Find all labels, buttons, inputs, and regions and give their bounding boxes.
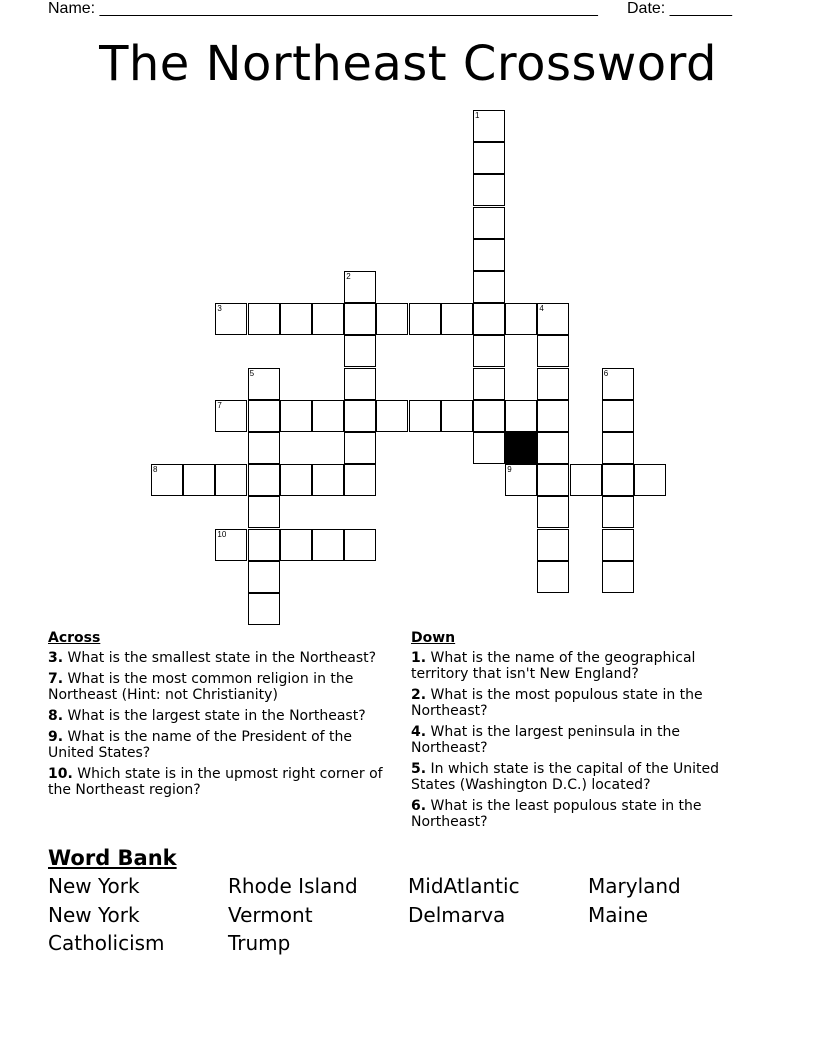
crossword-cell[interactable] (473, 432, 505, 464)
crossword-cell[interactable] (570, 464, 602, 496)
crossword-cell[interactable] (344, 464, 376, 496)
crossword-cell[interactable] (602, 432, 634, 464)
crossword-cell[interactable] (280, 400, 312, 432)
clue-text: What is the smallest state in the Northeast? (67, 650, 377, 666)
clue-number: 2. (411, 687, 427, 703)
crossword-cell[interactable] (505, 400, 537, 432)
crossword-cell[interactable] (248, 464, 280, 496)
word-bank-heading: Word Bank (48, 846, 177, 870)
crossword-cell[interactable] (215, 529, 247, 561)
crossword-cell[interactable] (602, 464, 634, 496)
crossword-cell[interactable] (537, 464, 569, 496)
clue-number: 8. (48, 708, 64, 724)
clue-across-9 (48, 729, 388, 761)
clue-number: 5. (411, 761, 427, 777)
word-bank-item: Vermont (228, 903, 313, 927)
crossword-cell[interactable] (183, 464, 215, 496)
clue-across-8 (48, 708, 388, 724)
word-bank-item: MidAtlantic (408, 874, 520, 898)
clue-number: 1. (411, 650, 427, 666)
clue-number: 6. (411, 798, 427, 814)
crossword-cell[interactable] (344, 529, 376, 561)
crossword-cell[interactable] (441, 303, 473, 335)
crossword-cell[interactable] (280, 303, 312, 335)
crossword-cell[interactable] (602, 529, 634, 561)
crossword-cell[interactable] (473, 335, 505, 367)
down-heading: Down (411, 630, 456, 646)
crossword-cell[interactable] (376, 303, 408, 335)
clue-number: 3. (48, 650, 64, 666)
cell-number: 2 (346, 272, 351, 281)
crossword-cell[interactable] (344, 271, 376, 303)
crossword-block (505, 432, 537, 464)
name-field-label: Name: ________________________________________________________ (48, 0, 598, 17)
crossword-cell[interactable] (473, 110, 505, 142)
date-field-label: Date: _______ (627, 0, 732, 17)
clue-text: What is the most populous state in the Northeast? (411, 687, 703, 719)
crossword-cell[interactable] (473, 303, 505, 335)
cell-number: 6 (603, 368, 609, 378)
clue-number: 9. (48, 729, 64, 745)
clue-across-3 (48, 650, 388, 666)
clue-across-7 (48, 671, 388, 703)
word-bank-item: Catholicism (48, 931, 165, 955)
crossword-cell[interactable] (409, 303, 441, 335)
crossword-cell[interactable] (409, 400, 441, 432)
clue-down-5 (411, 761, 751, 793)
clue-number: 4. (411, 724, 427, 740)
clue-down-2 (411, 687, 751, 719)
crossword-cell[interactable] (473, 174, 505, 206)
crossword-cell[interactable] (248, 561, 280, 593)
crossword-cell[interactable] (537, 529, 569, 561)
crossword-cell[interactable] (473, 400, 505, 432)
crossword-cell[interactable] (473, 368, 505, 400)
crossword-cell[interactable] (312, 464, 344, 496)
crossword-cell[interactable] (215, 303, 247, 335)
crossword-cell[interactable] (376, 400, 408, 432)
word-bank-item: New York (48, 874, 140, 898)
cell-number: 4 (539, 304, 544, 314)
crossword-cell[interactable] (602, 400, 634, 432)
cell-number: 3 (217, 304, 222, 314)
crossword-cell[interactable] (215, 400, 247, 432)
crossword-cell[interactable] (248, 496, 280, 528)
crossword-cell[interactable] (248, 400, 280, 432)
crossword-cell[interactable] (344, 335, 376, 367)
clue-down-1 (411, 650, 751, 682)
crossword-cell[interactable] (280, 529, 312, 561)
clue-text: What is the largest peninsula in the Northeast? (411, 724, 680, 756)
word-bank-item: Maine (588, 903, 649, 927)
word-bank-item: Trump (228, 931, 291, 955)
clue-number: 10. (48, 766, 73, 782)
clue-text: What is the most common religion in the Northeast (Hint: not Christianity) (48, 671, 354, 703)
page-title: The Northeast Crossword (99, 36, 717, 92)
crossword-cell[interactable] (215, 464, 247, 496)
crossword-cell[interactable] (151, 464, 183, 496)
crossword-cell[interactable] (248, 529, 280, 561)
clue-down-6 (411, 798, 751, 830)
clue-text: Which state is in the upmost right corner of the Northeast region? (48, 766, 383, 798)
crossword-cell[interactable] (505, 303, 537, 335)
down-clues (411, 630, 751, 835)
across-clues (48, 630, 388, 803)
crossword-cell[interactable] (248, 303, 280, 335)
crossword-cell[interactable] (602, 368, 634, 400)
clue-text: What is the name of the President of the United States? (48, 729, 353, 761)
clue-text: What is the largest state in the Northeast? (67, 708, 366, 724)
crossword-cell[interactable] (344, 400, 376, 432)
crossword-cell[interactable] (344, 432, 376, 464)
crossword-cell[interactable] (537, 496, 569, 528)
cell-number: 8 (153, 465, 158, 475)
word-bank-item: Maryland (588, 874, 681, 898)
cell-number: 7 (217, 400, 222, 410)
word-bank-item: Rhode Island (228, 874, 358, 898)
clue-text: What is the name of the geographical territory that isn't New England? (411, 650, 696, 682)
crossword-cell[interactable] (537, 400, 569, 432)
crossword-cell[interactable] (248, 593, 280, 625)
crossword-cell[interactable] (344, 303, 376, 335)
crossword-cell[interactable] (634, 464, 666, 496)
crossword-cell[interactable] (248, 368, 280, 400)
crossword-cell[interactable] (280, 464, 312, 496)
crossword-cell[interactable] (537, 368, 569, 400)
crossword-cell[interactable] (537, 335, 569, 367)
clue-number: 7. (48, 671, 64, 687)
clue-text: In which state is the capital of the United States (Washington D.C.) located? (411, 761, 720, 793)
crossword-cell[interactable] (602, 561, 634, 593)
crossword-cell[interactable] (602, 496, 634, 528)
across-heading: Across (48, 630, 101, 646)
clue-text: What is the least populous state in the Northeast? (411, 798, 702, 830)
word-bank-item: Delmarva (408, 903, 506, 927)
clue-across-10 (48, 766, 388, 798)
crossword-cell[interactable] (312, 529, 344, 561)
clue-down-4 (411, 724, 751, 756)
crossword-cell[interactable] (344, 368, 376, 400)
cell-number: 9 (507, 465, 512, 475)
crossword-cell[interactable] (473, 207, 505, 239)
crossword-cell[interactable] (537, 432, 569, 464)
crossword-cell[interactable] (473, 239, 505, 271)
crossword-cell[interactable] (505, 464, 537, 496)
crossword-cell[interactable] (473, 271, 505, 303)
crossword-cell[interactable] (441, 400, 473, 432)
cell-number: 10 (217, 529, 227, 539)
crossword-cell[interactable] (312, 303, 344, 335)
crossword-cell[interactable] (537, 303, 569, 335)
cell-number: 5 (249, 368, 255, 378)
crossword-cell[interactable] (473, 142, 505, 174)
word-bank-item: New York (48, 903, 140, 927)
crossword-cell[interactable] (312, 400, 344, 432)
crossword-cell[interactable] (248, 432, 280, 464)
cell-number: 1 (475, 111, 480, 120)
crossword-cell[interactable] (537, 561, 569, 593)
